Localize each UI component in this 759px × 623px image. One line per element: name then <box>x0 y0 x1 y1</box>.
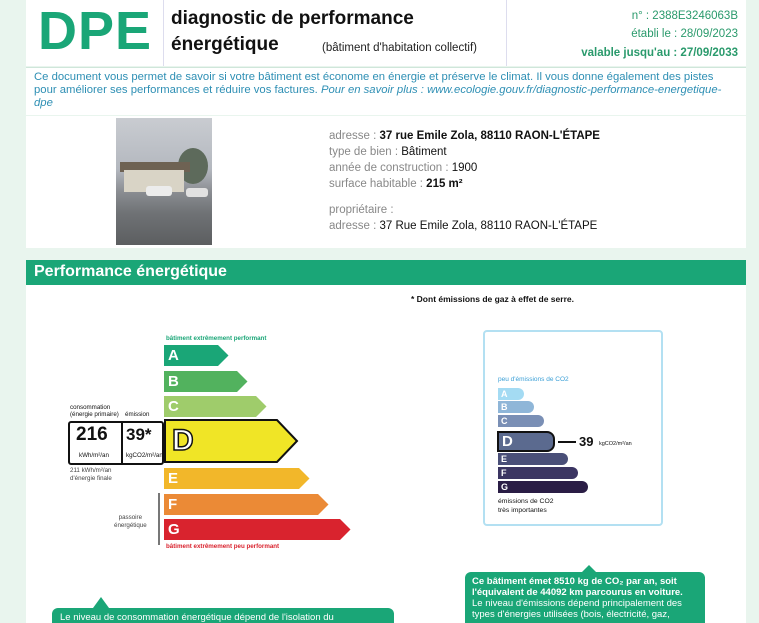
type-label: type de bien : <box>329 146 402 158</box>
co2-panel <box>483 330 663 526</box>
energy-class-g <box>164 519 351 540</box>
established-date: établi le : 28/09/2023 <box>631 28 738 40</box>
box-separator <box>121 423 123 463</box>
co2-footer-line: émissions de CO2 <box>498 498 554 505</box>
year-value: 1900 <box>451 162 478 174</box>
energy-class-letter: C <box>168 398 179 415</box>
energy-class-e <box>164 468 310 489</box>
energy-class-letter: G <box>168 521 180 538</box>
owner-address-value: 37 Rue Emile Zola, 88110 RAON-L'ÉTAPE <box>379 220 598 232</box>
co2-footer-line: très importantes <box>498 507 547 514</box>
final-energy-line: 211 kWh/m²/an <box>70 467 112 474</box>
header <box>26 0 746 66</box>
energy-arrow <box>164 519 351 540</box>
energy-class-c <box>164 396 267 417</box>
passoire-line: passoire <box>118 514 143 521</box>
energy-class-letter: A <box>168 347 179 364</box>
type-row <box>329 144 600 160</box>
consumption-label <box>70 404 119 418</box>
title-line1: diagnostic de performance <box>171 8 414 29</box>
emission-value: 39* <box>126 425 152 444</box>
owner-address-label: adresse : <box>329 220 380 232</box>
address-label: adresse : <box>329 130 380 142</box>
co2-value: 39 <box>579 434 594 449</box>
co2-title: peu d'émissions de CO2 <box>498 376 569 383</box>
ges-note: * Dont émissions de gaz à effet de serre. <box>411 294 574 304</box>
final-energy-note <box>70 467 112 483</box>
scale-top-label: bâtiment extrêmement performant <box>166 335 267 342</box>
building-photo <box>116 118 212 245</box>
type-value: Bâtiment <box>401 146 447 158</box>
document-number: n° : 2388E3246063B <box>631 10 738 22</box>
callout-line: l'équivalent de 44092 km parcourus en voiture. <box>472 587 683 598</box>
energy-class-letter: F <box>168 496 178 513</box>
address-value: 37 rue Emile Zola, 88110 RAON-L'ÉTAPE <box>379 130 600 142</box>
co2-class-b: B <box>498 401 534 413</box>
year-label: année de construction : <box>329 162 452 174</box>
callout-line: Le niveau d'émissions dépend principalement des <box>472 598 682 609</box>
performance-panel <box>26 285 746 623</box>
energy-callout: Le niveau de consommation énergétique dépend de l'isolation du <box>52 608 394 623</box>
property-details <box>329 128 600 234</box>
property-info <box>26 116 746 248</box>
co2-class-a: A <box>498 388 524 400</box>
co2-callout <box>465 572 705 623</box>
valid-until-date: valable jusqu'au : 27/09/2033 <box>581 47 738 59</box>
passoire-line: énergétique <box>114 522 147 529</box>
address-row <box>329 128 600 144</box>
co2-class-c: C <box>498 415 544 427</box>
consumption-label-line: (énergie primaire) <box>70 411 119 418</box>
co2-unit: kgCO2/m²/an <box>599 441 632 447</box>
consumption-value: 216 <box>76 424 108 445</box>
section-title: Performance énergétique <box>26 260 746 285</box>
energy-class-d <box>164 419 299 463</box>
final-energy-line: d'énergie finale <box>70 475 112 482</box>
intro-text <box>26 67 746 115</box>
emission-label: émission <box>125 411 150 418</box>
co2-footer <box>498 497 554 515</box>
surface-label: surface habitable : <box>329 178 427 190</box>
intro-body: Ce document vous permet de savoir si votre bâtiment est économe en énergie et préserve le climat. Il vous donne également des pistes pour améliorer ses performances et réduire vos factures. <box>34 71 714 96</box>
consumption-label-line: consommation <box>70 404 111 411</box>
energy-class-letter: E <box>168 470 179 487</box>
more-info-link[interactable]: Pour en savoir plus : www.ecologie.gouv.fr/diagnostic-performance-energetique-dpe <box>34 84 722 109</box>
callout-line: Ce bâtiment émet 8510 kg de CO₂ par an, soit <box>472 576 677 587</box>
surface-row <box>329 176 600 192</box>
car-shape <box>186 188 208 197</box>
energy-arrow <box>164 468 310 489</box>
surface-value: 215 m² <box>426 178 463 190</box>
energy-class-letter: D <box>172 424 194 457</box>
owner-label: propriétaire : <box>329 204 394 216</box>
car-shape <box>146 186 172 196</box>
energy-arrow <box>164 396 267 417</box>
energy-class-a <box>164 345 229 366</box>
consumption-box <box>68 421 164 465</box>
scale-bottom-label: bâtiment extrêmement peu performant <box>166 543 280 550</box>
emission-unit: kgCO2/m²/an <box>126 452 163 459</box>
energy-class-b <box>164 371 248 392</box>
energy-arrow <box>164 494 329 515</box>
divider <box>163 0 164 66</box>
title-line2: énergétique <box>171 34 279 55</box>
co2-pointer <box>558 441 576 443</box>
co2-class-g: G <box>498 481 588 493</box>
owner-address-row <box>329 218 600 234</box>
energy-class-f <box>164 494 329 515</box>
co2-class-f: F <box>498 467 578 479</box>
consumption-unit: kWh/m²/an <box>79 452 109 459</box>
passoire-label <box>114 514 147 530</box>
callout-line: types d'énergies utilisées (bois, électricité, gaz, <box>472 609 670 620</box>
subtitle: (bâtiment d'habitation collectif) <box>322 42 477 54</box>
passoire-bracket <box>158 493 160 545</box>
co2-class-d: D <box>497 431 555 452</box>
callout-tip <box>93 597 109 608</box>
co2-class-e: E <box>498 453 568 465</box>
year-row <box>329 160 600 176</box>
energy-class-letter: B <box>168 373 179 390</box>
dpe-logo: DPE <box>38 1 153 61</box>
divider <box>506 0 507 66</box>
